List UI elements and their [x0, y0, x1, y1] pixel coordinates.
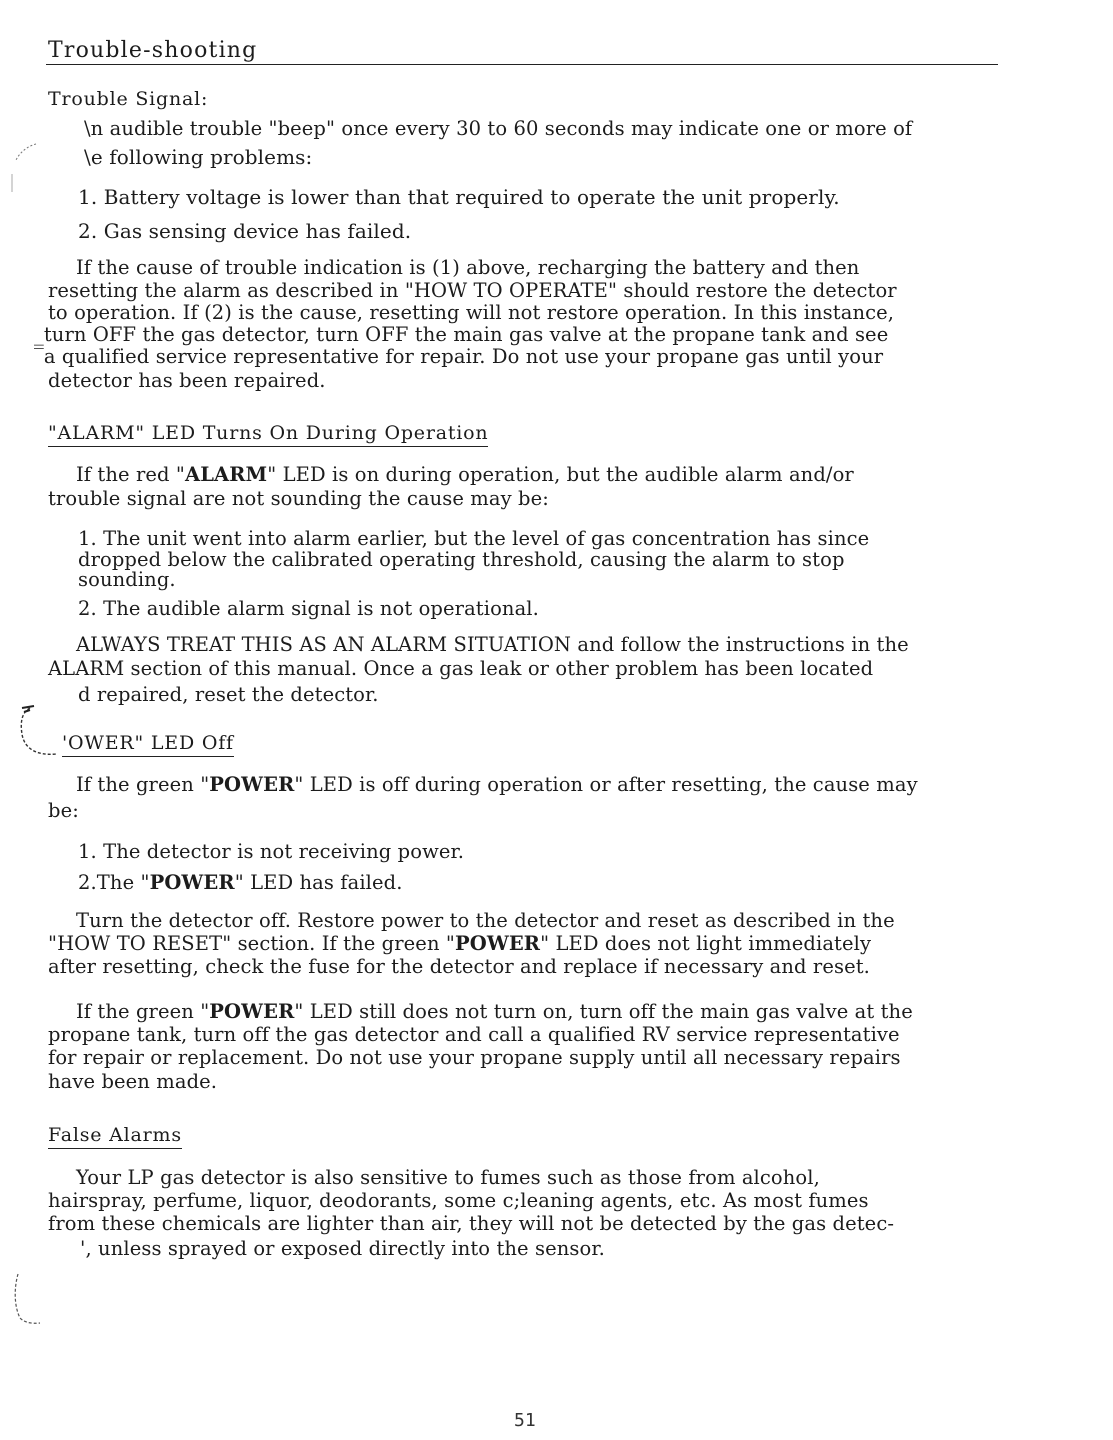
trouble-para-line-4: _turn OFF the gas detector, turn OFF the main gas valve at the propane tank and see	[34, 323, 889, 346]
power-para1-line-2: "HOW TO RESET" section. If the green "POWER" LED does not light immediately	[48, 932, 872, 955]
false-alarms-line-2: hairspray, perfume, liquor, deodorants, some c;leaning agents, etc. As most fumes	[48, 1189, 869, 1212]
trouble-para-line-6: detector has been repaired.	[48, 369, 326, 392]
section-heading-false-alarms: False Alarms	[48, 1124, 182, 1149]
power-intro-line-2: be:	[48, 799, 79, 822]
section-heading-power-led: 'OWER" LED Off	[62, 732, 234, 757]
power-para2-line-2: propane tank, turn off the gas detector and call a qualified RV service representative	[48, 1023, 900, 1046]
alarm-item-1-line-1: 1. The unit went into alarm earlier, but the level of gas concentration has since	[78, 527, 870, 550]
trouble-intro-line-1: \n audible trouble "beep" once every 30 to 60 seconds may indicate one or more of	[84, 117, 913, 140]
alarm-item-1-line-2: dropped below the calibrated operating threshold, causing the alarm to stop	[78, 548, 845, 571]
false-alarms-line-3: from these chemicals are lighter than air, they will not be detected by the gas detec-	[48, 1212, 895, 1235]
false-alarms-line-4: ', unless sprayed or exposed directly into the sensor.	[80, 1237, 605, 1260]
power-para1-line-1: Turn the detector off. Restore power to the detector and reset as described in the	[76, 909, 895, 932]
alarm-item-1-line-3: sounding.	[78, 568, 176, 591]
trouble-para-line-2: resetting the alarm as described in "HOW TO OPERATE" should restore the detector	[48, 279, 897, 302]
alarm-item-2: 2. The audible alarm signal is not operational.	[78, 597, 539, 620]
trouble-para-line-3: to operation. If (2) is the cause, resetting will not restore operation. In this instance,	[48, 301, 895, 324]
page-number: 51	[514, 1410, 536, 1431]
section-heading-alarm-led: "ALARM" LED Turns On During Operation	[48, 422, 488, 447]
trouble-intro-line-2: \e following problems:	[84, 145, 313, 169]
power-intro-line-1: If the green "POWER" LED is off during operation or after resetting, the cause may	[76, 773, 918, 796]
margin-scan-mark-icon	[2, 138, 42, 198]
trouble-item-1: 1. Battery voltage is lower than that required to operate the unit properly.	[78, 185, 840, 209]
alarm-intro-line-2: trouble signal are not sounding the cause may be:	[48, 487, 549, 510]
title-rule	[46, 64, 998, 65]
punch-hole-mark-icon	[16, 704, 62, 760]
alarm-warning-line-1: ALWAYS TREAT THIS AS AN ALARM SITUATION and follow the instructions in the	[76, 633, 909, 656]
trouble-item-2: 2. Gas sensing device has failed.	[78, 219, 412, 243]
power-para2-line-1: If the green "POWER" LED still does not turn on, turn off the main gas valve at the	[76, 1000, 913, 1023]
power-para1-line-3: after resetting, check the fuse for the detector and replace if necessary and reset.	[48, 955, 870, 978]
trouble-para-line-1: If the cause of trouble indication is (1) above, recharging the battery and then	[76, 256, 860, 279]
page-title: Trouble-shooting	[48, 38, 258, 63]
alarm-warning-line-2: ALARM section of this manual. Once a gas leak or other problem has been located	[48, 657, 874, 680]
power-item-2: 2.The "POWER" LED has failed.	[78, 871, 403, 894]
power-para2-line-3: for repair or replacement. Do not use your propane supply until all necessary repairs	[48, 1046, 901, 1069]
alarm-intro-line-1: If the red "ALARM" LED is on during operation, but the audible alarm and/or	[76, 463, 854, 486]
alarm-warning-line-3: d repaired, reset the detector.	[78, 683, 379, 706]
margin-bracket-mark-icon	[10, 1268, 50, 1328]
section-heading-trouble-signal: Trouble Signal:	[48, 88, 209, 110]
trouble-para-line-5: ‾a qualified service representative for repair. Do not use your propane gas until your	[34, 345, 884, 368]
power-item-1: 1. The detector is not receiving power.	[78, 840, 465, 863]
power-para2-line-4: have been made.	[48, 1070, 218, 1093]
false-alarms-line-1: Your LP gas detector is also sensitive to fumes such as those from alcohol,	[76, 1166, 820, 1189]
